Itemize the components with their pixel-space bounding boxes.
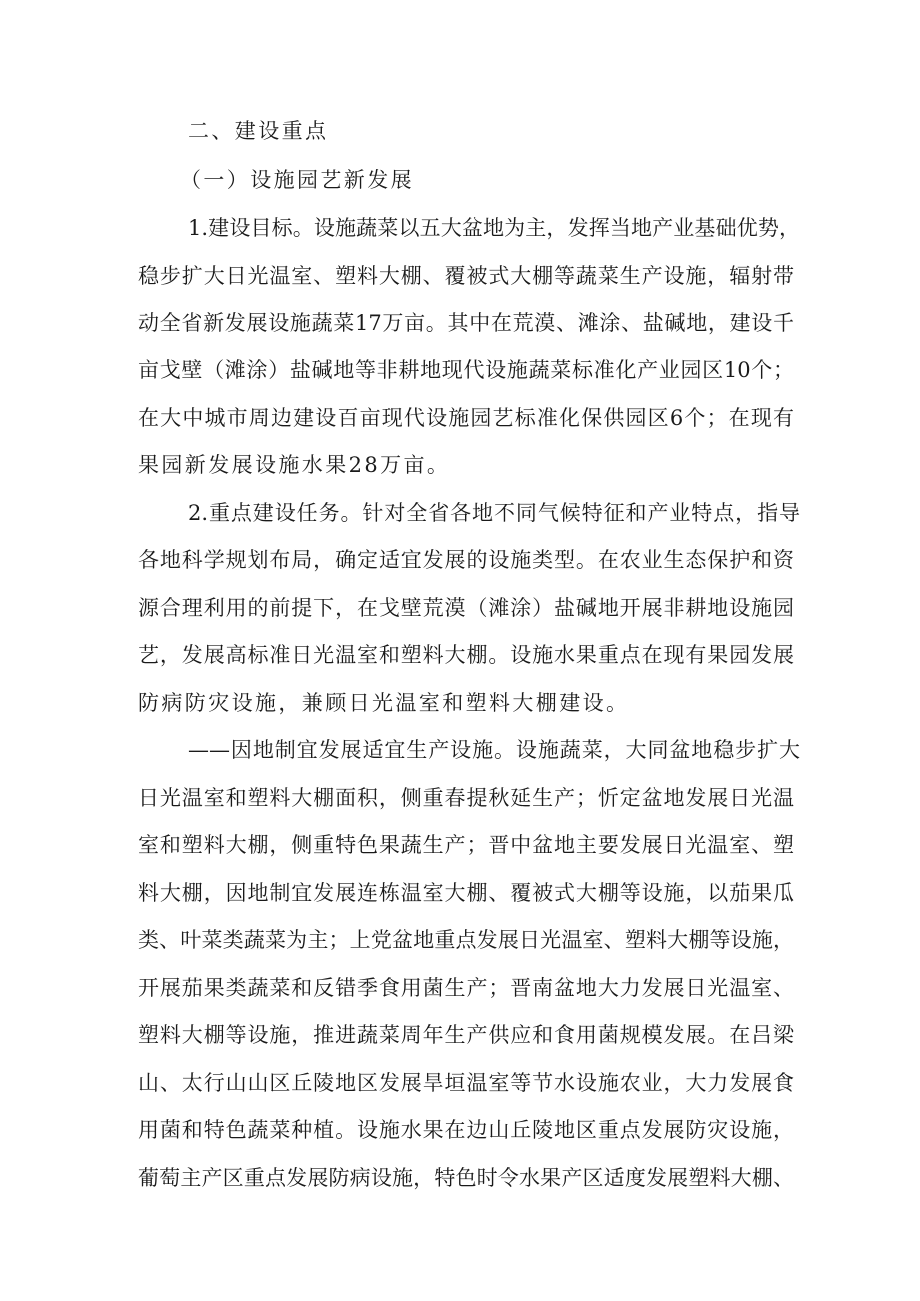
paragraph-2-line-2: 各地科学规划布局，确定适宜发展的设施类型。在农业生态保护和资 [138, 548, 794, 572]
paragraph-1-line-2: 稳步扩大日光温室、塑料大棚、覆被式大棚等蔬菜生产设施，辐射带 [138, 264, 794, 288]
paragraph-2-line-3: 源合理利用的前提下，在戈壁荒漠（滩涂）盐碱地开展非耕地设施园 [138, 596, 794, 620]
paragraph-3-line-5: 类、叶菜类蔬菜为主；上党盆地重点发展日光温室、塑料大棚等设施， [138, 928, 794, 952]
paragraph-1-line-1: 1.建设目标。设施蔬菜以五大盆地为主，发挥当地产业基础优势， [188, 216, 800, 240]
section-heading: 二、建设重点 [188, 119, 329, 143]
paragraph-3-line-6: 开展茄果类蔬菜和反错季食用菌生产；晋南盆地大力发展日光温室、 [138, 976, 794, 1000]
paragraph-1-line-3: 动全省新发展设施蔬菜17万亩。其中在荒漠、滩涂、盐碱地，建设千 [138, 311, 794, 335]
paragraph-3-line-9: 用菌和特色蔬菜种植。设施水果在边山丘陵地区重点发展防灾设施， [138, 1118, 794, 1142]
paragraph-3-line-7: 塑料大棚等设施，推进蔬菜周年生产供应和食用菌规模发展。在吕梁 [138, 1023, 794, 1047]
paragraph-2-line-5: 防病防灾设施，兼顾日光温室和塑料大棚建设。 [138, 691, 630, 715]
paragraph-1-line-4: 亩戈壁（滩涂）盐碱地等非耕地现代设施蔬菜标准化产业园区10个； [138, 358, 794, 382]
paragraph-3-line-3: 室和塑料大棚，侧重特色果蔬生产；晋中盆地主要发展日光温室、塑 [138, 833, 794, 857]
paragraph-3-line-10: 葡萄主产区重点发展防病设施，特色时令水果产区适度发展塑料大棚、 [138, 1166, 794, 1190]
paragraph-3-line-4: 料大棚，因地制宜发展连栋温室大棚、覆被式大棚等设施，以茄果瓜 [138, 881, 794, 905]
paragraph-3-line-2: 日光温室和塑料大棚面积，侧重春提秋延生产；忻定盆地发展日光温 [138, 786, 794, 810]
paragraph-1-line-5: 在大中城市周边建设百亩现代设施园艺标准化保供园区6个；在现有 [138, 406, 794, 430]
paragraph-3-line-8: 山、太行山山区丘陵地区发展旱垣温室等节水设施农业，大力发展食 [138, 1071, 794, 1095]
paragraph-2-line-1: 2.重点建设任务。针对全省各地不同气候特征和产业特点，指导 [188, 501, 800, 525]
paragraph-2-line-4: 艺，发展高标准日光温室和塑料大棚。设施水果重点在现有果园发展 [138, 643, 794, 667]
paragraph-3-line-1: ——因地制宜发展适宜生产设施。设施蔬菜，大同盆地稳步扩大 [188, 738, 800, 762]
paragraph-1-line-6: 果园新发展设施水果28万亩。 [138, 453, 451, 477]
subsection-heading: （一）设施园艺新发展 [180, 168, 414, 192]
